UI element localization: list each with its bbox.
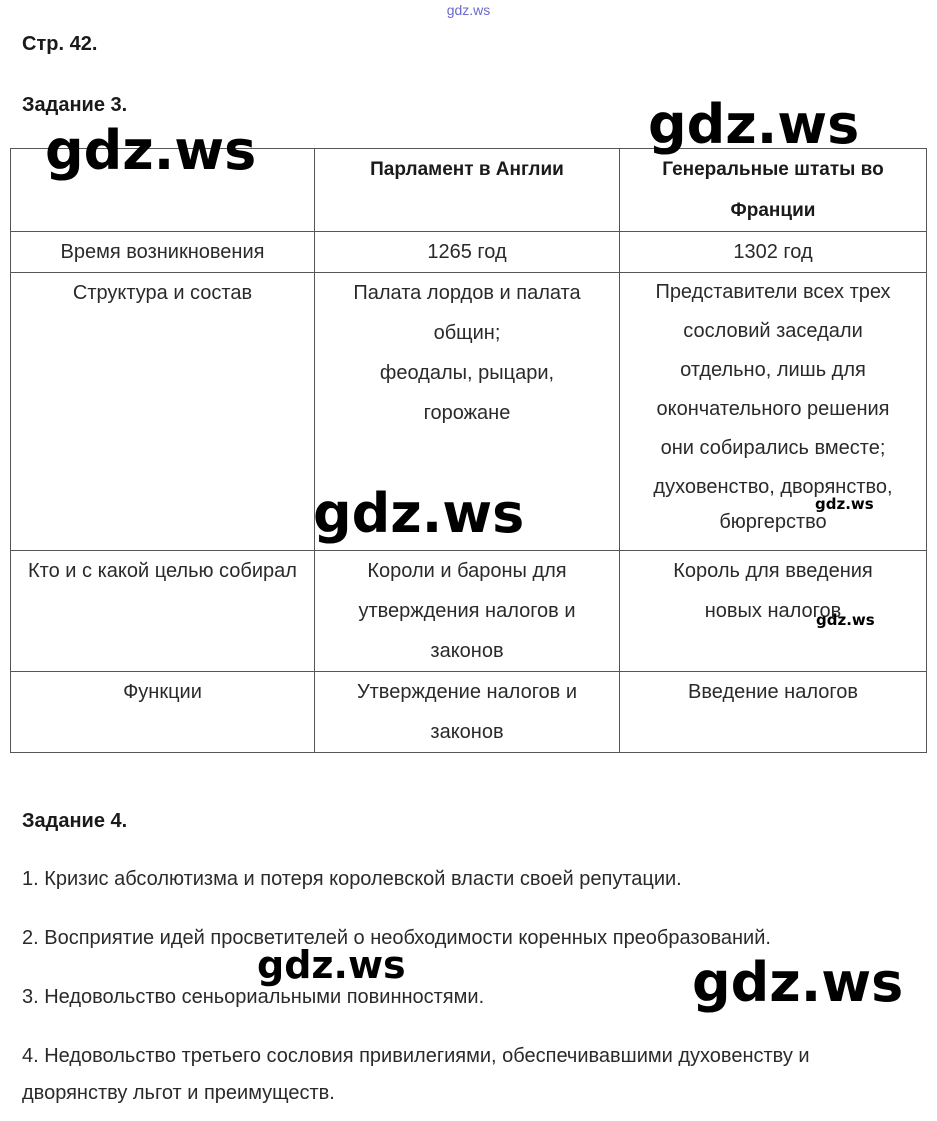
list-item: 1. Кризис абсолютизма и потеря королевской власти своей репутации. (22, 868, 682, 890)
watermark: gdz.ws (257, 943, 406, 987)
header-cell-france: Генеральные штаты во Франции (620, 149, 927, 232)
cell-line: 1265 год (427, 241, 507, 263)
cell-line: Короли и бароны для (367, 560, 567, 582)
cell-line: 1302 год (733, 241, 813, 263)
top-watermark: gdz.ws (446, 2, 491, 18)
england-cell (315, 672, 620, 753)
cell-line: законов (430, 721, 504, 743)
list-item: 2. Восприятие идей просветителей о необходимости коренных преобразований. (22, 927, 771, 949)
list-item: 4. Недовольство третьего сословия привилегиями, обеспечивавшими духовенству и дворянству льгот и преимуществ. (22, 1045, 810, 1104)
watermark: gdz.ws (815, 495, 874, 513)
cell-line: общин; (433, 322, 501, 344)
cell-line: Введение налогов (688, 681, 858, 703)
cell-line: Кто и с какой целью собирал (28, 560, 297, 582)
watermark: gdz.ws (692, 951, 904, 1014)
cell-line: Король для введения (673, 560, 873, 582)
table-row (11, 232, 927, 273)
task3-title: Задание 3. (22, 94, 128, 116)
france-cell (620, 672, 927, 753)
watermark: gdz.ws (45, 119, 257, 182)
cell-line: Палата лордов и палата (353, 282, 581, 304)
watermark: gdz.ws (313, 482, 525, 545)
cell-line: Утверждение налогов и (356, 681, 578, 703)
cell-line: законов (430, 640, 504, 662)
table-row (11, 672, 927, 753)
row-label: Время возникновения (11, 232, 315, 273)
cell-line: горожане (423, 402, 511, 424)
row-label (11, 551, 315, 672)
cell-line: они собирались вместе; (660, 437, 886, 459)
watermark: gdz.ws (816, 611, 875, 629)
row-label: Структура и состав (11, 273, 315, 551)
cell-line: окончательного решения (656, 398, 890, 420)
list-item: 3. Недовольство сеньориальными повинностями. (22, 986, 485, 1008)
england-cell (315, 551, 620, 672)
table-row (11, 551, 927, 672)
header-cell-england: Парламент в Англии (315, 149, 620, 232)
cell-line: новых налогов (704, 600, 842, 622)
comparison-table (10, 148, 927, 753)
page-label: Стр. 42. (22, 33, 98, 55)
cell-line: феодалы, рыцари, (379, 362, 555, 384)
france-cell (620, 273, 927, 551)
row-label: Функции (11, 672, 315, 753)
watermark: gdz.ws (648, 93, 860, 156)
cell-line: отдельно, лишь для (680, 359, 866, 381)
france-cell (620, 232, 927, 273)
task4-title: Задание 4. (22, 810, 128, 832)
france-cell (620, 551, 927, 672)
cell-line: утверждения налогов и (358, 600, 576, 622)
cell-line: Представители всех трех (655, 281, 891, 303)
cell-line: духовенство, дворянство, (653, 476, 893, 498)
cell-line: сословий заседали (683, 320, 863, 342)
cell-line: бюргерство (719, 511, 827, 533)
england-cell (315, 232, 620, 273)
